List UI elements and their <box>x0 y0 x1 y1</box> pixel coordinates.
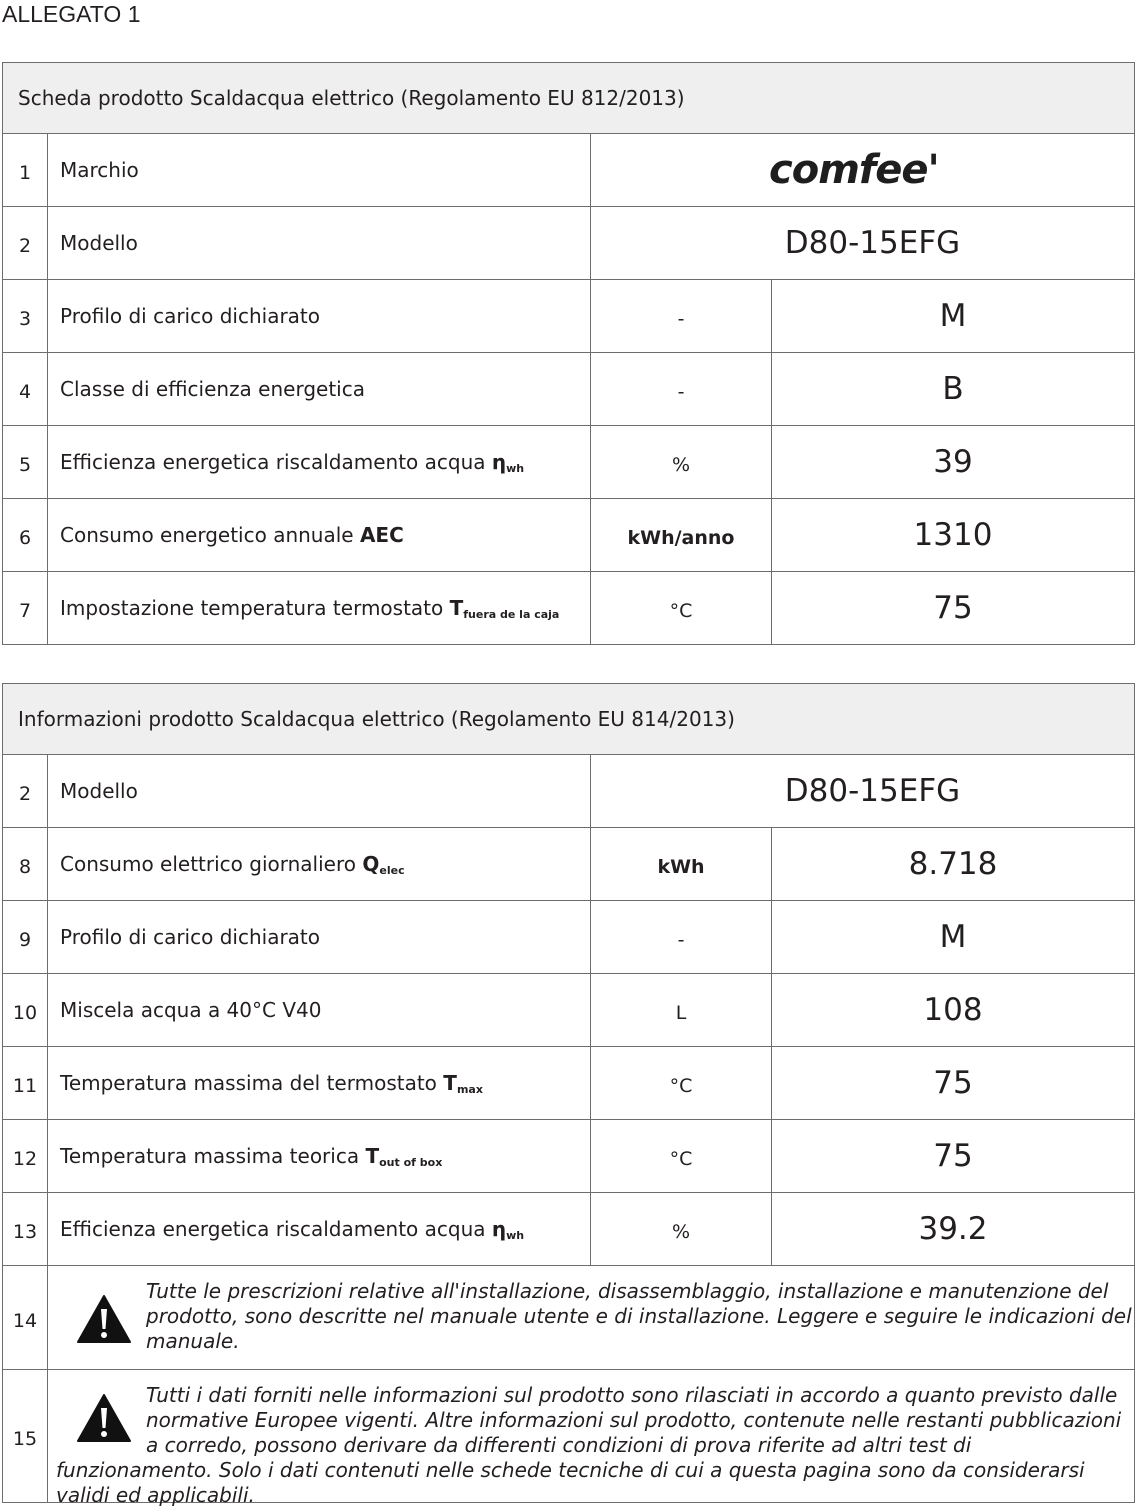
symbol-subscript: out of box <box>379 1155 443 1169</box>
note-row <box>3 1266 1134 1370</box>
unit: °C <box>591 572 772 644</box>
label-text: Temperatura massima del termostato <box>60 1070 444 1095</box>
label-text: Efficienza energetica riscaldamento acqua <box>60 1216 492 1241</box>
symbol-subscript: max <box>456 1082 483 1096</box>
model-value: D80-15EFG <box>784 225 961 261</box>
table-row <box>3 1120 1134 1193</box>
value: 8.718 <box>908 846 998 882</box>
symbol-subscript: elec <box>379 863 405 877</box>
table-row <box>3 901 1134 974</box>
row-number: 7 <box>3 572 48 644</box>
symbol: Q <box>362 851 380 876</box>
value: M <box>939 919 967 955</box>
label-text: Impostazione temperatura termostato <box>60 595 450 620</box>
label-text: Miscela acqua a 40°C V40 <box>60 998 322 1022</box>
unit: °C <box>591 1047 772 1119</box>
row-label <box>48 828 591 900</box>
note-text: Tutte le prescrizioni relative all'installazione, disassemblaggio, installazione e manutenzione del prodotto, sono descritte nel manuale utente e di installazione. Leggere e seguire le indicazioni del manuale. <box>146 1279 1132 1353</box>
row-number: 11 <box>3 1047 48 1119</box>
row-number: 2 <box>3 207 48 279</box>
comfee-logo <box>763 145 963 195</box>
symbol-subscript: fuera de la caja <box>463 607 560 621</box>
row-number: 14 <box>3 1266 48 1369</box>
symbol: AEC <box>359 523 404 547</box>
value: 39.2 <box>918 1211 988 1247</box>
label-text: Profilo di carico dichiarato <box>60 925 320 949</box>
symbol: T <box>365 1143 380 1168</box>
label-text: Classe di efficienza energetica <box>60 377 365 401</box>
table-row <box>3 134 1134 207</box>
unit: % <box>591 1193 772 1265</box>
symbol-subscript: wh <box>506 1228 525 1242</box>
row-label <box>48 1193 591 1265</box>
table-row <box>3 828 1134 901</box>
row-label <box>48 499 591 571</box>
unit: - <box>591 280 772 352</box>
table-header: Informazioni prodotto Scaldacqua elettrico (Regolamento EU 814/2013) <box>3 683 1134 755</box>
row-label: Modello <box>48 755 591 827</box>
symbol: η <box>491 1216 507 1241</box>
table-row <box>3 353 1134 426</box>
product-sheet-table <box>2 62 1135 645</box>
row-label <box>48 280 591 352</box>
note-row <box>3 1370 1134 1507</box>
row-number: 13 <box>3 1193 48 1265</box>
table-row <box>3 1193 1134 1266</box>
row-label: Modello <box>48 207 591 279</box>
row-number: 2 <box>3 755 48 827</box>
table-row <box>3 207 1134 280</box>
row-label <box>48 974 591 1046</box>
row-number: 1 <box>3 134 48 206</box>
logo-text: comfee' <box>768 147 939 193</box>
table-row <box>3 572 1134 645</box>
label-text: Temperatura massima teorica <box>60 1143 366 1168</box>
row-number: 15 <box>3 1370 48 1502</box>
row-label <box>48 1047 591 1119</box>
document-title: ALLEGATO 1 <box>2 1 141 27</box>
label-text: Profilo di carico dichiarato <box>60 304 320 328</box>
row-number: 10 <box>3 974 48 1046</box>
unit: °C <box>591 1120 772 1192</box>
row-label <box>48 1120 591 1192</box>
row-number: 5 <box>3 426 48 498</box>
unit: L <box>591 974 772 1046</box>
symbol: η <box>491 449 507 474</box>
symbol: T <box>449 595 464 620</box>
table-row <box>3 755 1134 828</box>
row-label: Marchio <box>48 134 591 206</box>
value: 75 <box>933 590 973 626</box>
value: 1310 <box>913 517 993 553</box>
value: 108 <box>923 992 983 1028</box>
product-info-table <box>2 683 1135 1507</box>
table-row <box>3 1047 1134 1120</box>
value: B <box>942 371 964 407</box>
row-label <box>48 353 591 425</box>
label-text: Efficienza energetica riscaldamento acqua <box>60 449 492 474</box>
value: 75 <box>933 1138 973 1174</box>
table-row <box>3 280 1134 353</box>
unit: - <box>591 353 772 425</box>
model-value: D80-15EFG <box>784 773 961 809</box>
warning-icon <box>56 1383 146 1453</box>
row-number: 3 <box>3 280 48 352</box>
table-header: Scheda prodotto Scaldacqua elettrico (Regolamento EU 812/2013) <box>3 62 1134 134</box>
row-number: 4 <box>3 353 48 425</box>
note-text: Tutti i dati forniti nelle informazioni sul prodotto sono rilasciati in accordo a quanto previsto dalle normative Europee vigenti. Altre informazioni sul prodotto, contenute nelle restanti pubblicazioni a corredo, possono derivare da differenti condizioni di prova riferite ad altri test di funzionamento. Solo i dati contenuti nelle schede tecniche di cui a questa pagina sono da considerarsi validi ed applicabili. <box>56 1383 1122 1507</box>
unit: % <box>591 426 772 498</box>
value: 75 <box>933 1065 973 1101</box>
label-text: Consumo elettrico giornaliero <box>60 851 363 876</box>
row-number: 6 <box>3 499 48 571</box>
row-number: 12 <box>3 1120 48 1192</box>
unit: - <box>591 901 772 973</box>
row-label <box>48 572 591 644</box>
value: 39 <box>933 444 973 480</box>
table-row <box>3 974 1134 1047</box>
row-label <box>48 426 591 498</box>
table-row <box>3 426 1134 499</box>
brand-logo <box>591 134 1134 206</box>
warning-icon <box>76 1294 132 1344</box>
row-number: 8 <box>3 828 48 900</box>
symbol: T <box>443 1070 457 1095</box>
row-label <box>48 901 591 973</box>
unit: kWh/anno <box>591 499 772 571</box>
symbol-subscript: wh <box>506 461 525 475</box>
unit: kWh <box>591 828 772 900</box>
label-text: Consumo energetico annuale <box>60 523 360 547</box>
value: M <box>939 298 967 334</box>
row-number: 9 <box>3 901 48 973</box>
table-row <box>3 499 1134 572</box>
